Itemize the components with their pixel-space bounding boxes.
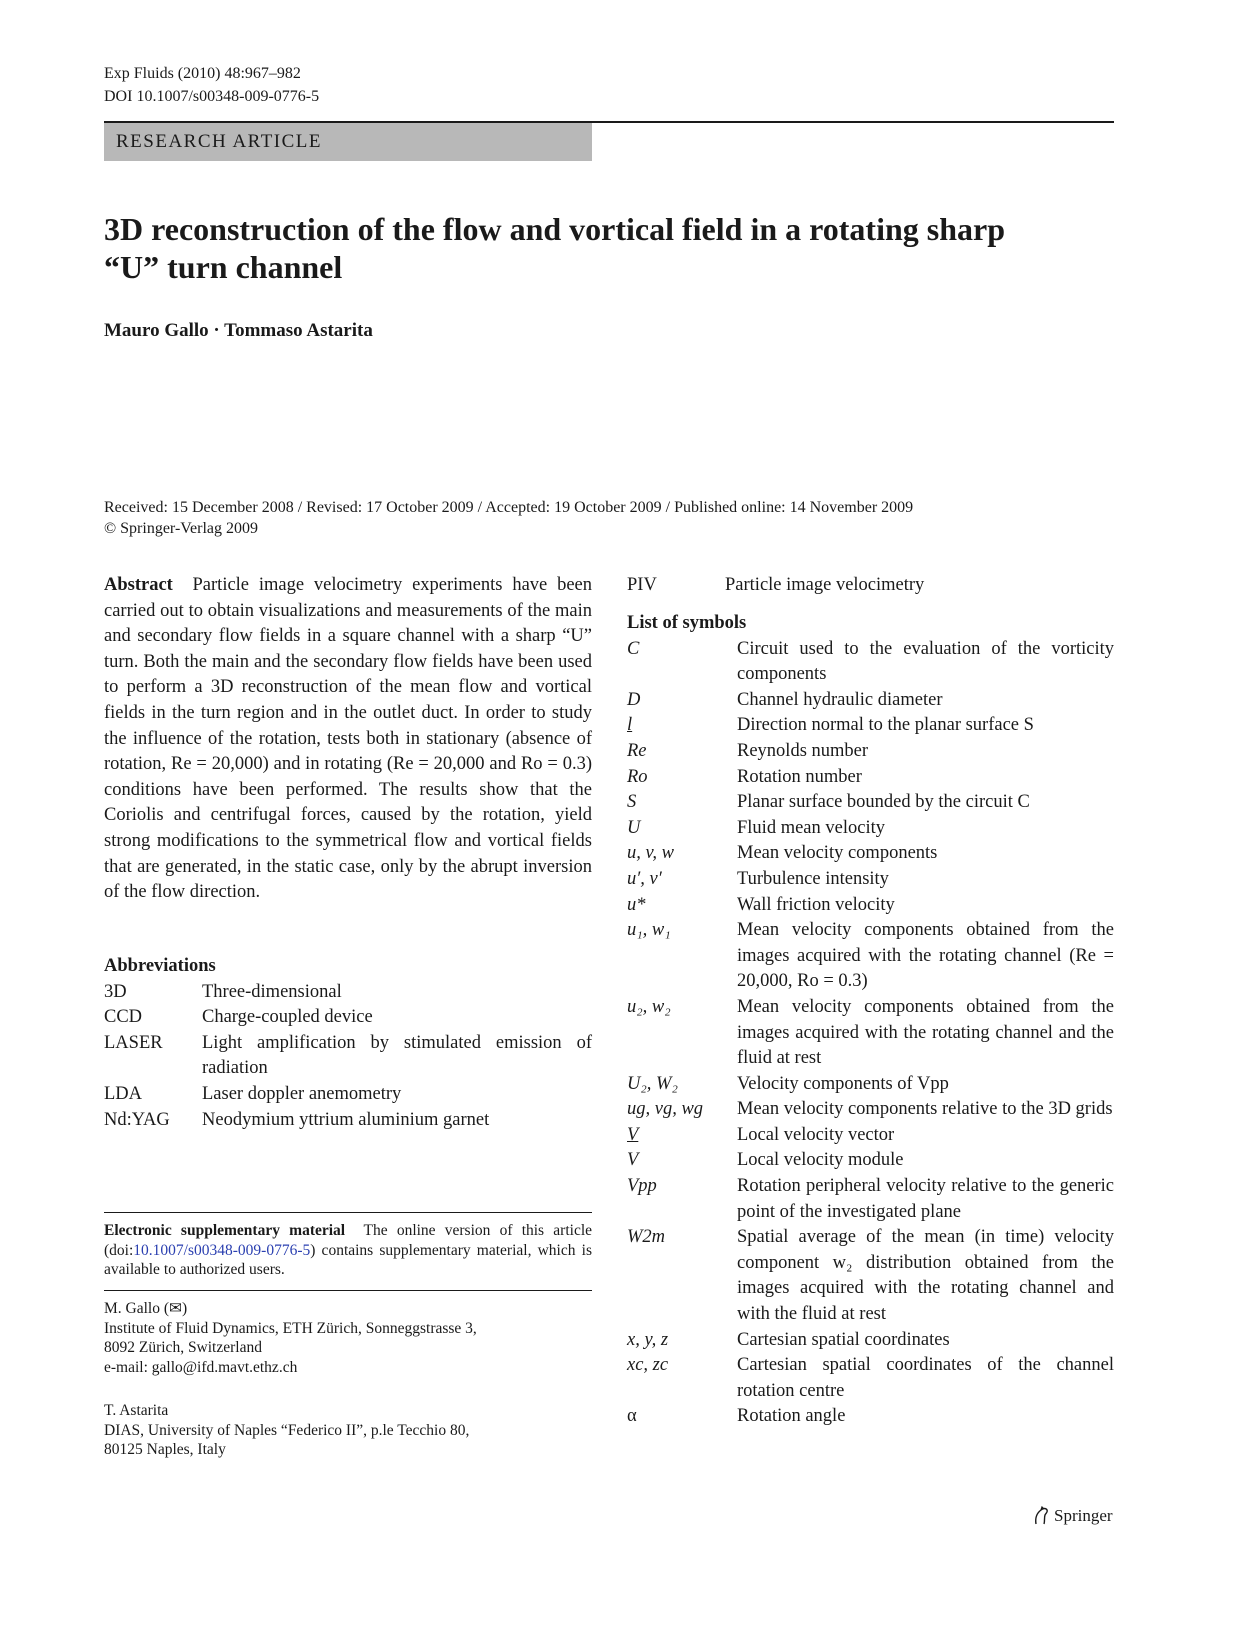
- abstract-heading: Abstract: [104, 575, 173, 595]
- symbol-key: u, v, w: [627, 843, 674, 864]
- abbr-value: Light amplification by stimulated emission of radiation: [202, 1032, 592, 1079]
- symbol-item: [627, 790, 1114, 816]
- symbol-value: Velocity components of Vpp: [737, 1073, 949, 1094]
- symbol-item: [627, 1328, 1114, 1354]
- affiliation-line: DIAS, University of Naples “Federico II”, p.le Tecchio 80,: [104, 1421, 470, 1439]
- affiliation-email[interactable]: e-mail: gallo@ifd.mavt.ethz.ch: [104, 1358, 298, 1376]
- symbol-item: [627, 1174, 1114, 1225]
- symbol-key: u′, v′: [627, 868, 662, 889]
- symbol-value: Local velocity module: [737, 1150, 904, 1171]
- symbol-item: [627, 1072, 1114, 1098]
- abbr-key: LASER: [104, 1032, 163, 1053]
- symbol-key: S: [627, 792, 637, 813]
- symbol-value: Direction normal to the planar surface S: [737, 715, 1034, 736]
- symbol-value: Turbulence intensity: [737, 868, 889, 889]
- symbol-key: xc, zc: [627, 1355, 669, 1376]
- symbol-key: u*: [627, 894, 646, 915]
- title-line-2: “U” turn channel: [104, 249, 343, 285]
- abbr-value: Charge-coupled device: [202, 1007, 373, 1028]
- symbol-value: Fluid mean velocity: [737, 817, 885, 838]
- symbol-key: U₂, W₂: [627, 1073, 678, 1094]
- esm-text-after: ) contains supplementary material, which is available to authorized users.: [104, 1241, 592, 1278]
- symbol-key: Re: [627, 740, 647, 761]
- abstract-text: Particle image velocimetry experiments have been carried out to obtain visualizations and measurements of the main and secondary flow fields in a square channel with a sharp “U” turn. Both the main and the secondary flow fields have been used to perform a 3D reconstruction of the mean flow and vortical fields in the turn region and in the outlet duct. In order to study the influence of the rotation, tests both in stationary (absence of rotation, Re = 20,000) and in rotating (Re = 20,000 and Ro = 0.3) conditions have been performed. The results show that the Coriolis and centrifugal forces, caused by the rotation, yield strong modifications to the symmetrical flow and vortical fields that are generated, in the static case, only by the abrupt inversion of the flow direction.: [104, 575, 592, 903]
- springer-horse-icon: [1032, 1506, 1050, 1526]
- symbol-item: [627, 1404, 1114, 1430]
- abbreviations: [104, 954, 592, 1133]
- symbol-value: Cartesian spatial coordinates: [737, 1329, 950, 1350]
- esm-text-before: The online version of this article (doi:: [104, 1222, 593, 1259]
- symbol-item: [627, 918, 1114, 995]
- abstract: [104, 573, 592, 906]
- symbol-value: Cartesian spatial coordinates of the channel rotation centre: [737, 1355, 1114, 1401]
- symbol-value: Circuit used to the evaluation of the vorticity components: [737, 638, 1114, 685]
- symbol-item: [627, 867, 1114, 893]
- symbol-key: C: [627, 638, 640, 659]
- abbreviation-item: [104, 980, 592, 1006]
- symbol-value: Mean velocity components relative to the 3D grids: [737, 1099, 1113, 1120]
- abbr-value: Neodymium yttrium aluminium garnet: [202, 1109, 490, 1130]
- affiliation-astarita: [104, 1401, 592, 1460]
- symbol-value: Reynolds number: [737, 740, 869, 761]
- symbol-item: [627, 739, 1114, 765]
- abbr-key: 3D: [104, 981, 127, 1002]
- journal-header: [104, 62, 319, 108]
- symbol-key: u₁, w₁: [627, 920, 671, 941]
- symbol-value: Channel hydraulic diameter: [737, 689, 943, 710]
- symbol-value: Rotation angle: [737, 1406, 846, 1427]
- symbols-heading: List of symbols: [627, 613, 747, 633]
- symbol-item: [627, 713, 1114, 739]
- symbol-key: W2m: [627, 1227, 666, 1248]
- title-line-1: 3D reconstruction of the flow and vortical field in a rotating sharp: [104, 211, 1005, 247]
- symbol-value: Spatial average of the mean (in time) velocity component w₂ distribution obtained from the images acquired with the rotating channel and with the fluid at rest: [737, 1227, 1114, 1325]
- symbol-item: [627, 637, 1114, 688]
- symbol-item: [627, 1123, 1114, 1149]
- abbr-value: Three-dimensional: [202, 981, 342, 1002]
- symbol-key: D: [627, 689, 641, 710]
- affiliation-gallo: [104, 1299, 592, 1377]
- esm-heading: Electronic supplementary material: [104, 1222, 346, 1239]
- symbol-key: Vpp: [627, 1176, 657, 1197]
- paper-title: [104, 210, 1064, 286]
- symbol-key: V: [627, 1150, 639, 1171]
- symbol-key: α: [627, 1406, 637, 1427]
- abbr-value: Particle image velocimetry: [725, 575, 925, 595]
- abbr-key: CCD: [104, 1007, 143, 1028]
- footnote-rule-2: [104, 1290, 592, 1291]
- supplementary-material-note: [104, 1221, 592, 1280]
- dates-line: Received: 15 December 2008 / Revised: 17 October 2009 / Accepted: 19 October 2009 / Published online: 14 November 2009: [104, 499, 914, 516]
- abbr-key: PIV: [627, 575, 657, 595]
- symbol-item: [627, 995, 1114, 1072]
- affiliation-name: T. Astarita: [104, 1402, 169, 1419]
- symbol-item: [627, 841, 1114, 867]
- abbreviation-item: [104, 1031, 592, 1082]
- abbreviation-item: [104, 1005, 592, 1031]
- publisher-mark: [1032, 1506, 1113, 1526]
- symbol-item: [627, 893, 1114, 919]
- symbol-key: U: [627, 817, 641, 838]
- symbol-value: Rotation number: [737, 766, 862, 787]
- symbol-value: Local velocity vector: [737, 1124, 895, 1145]
- esm-doi-link[interactable]: 10.1007/s00348-009-0776-5: [133, 1241, 311, 1259]
- copyright: © Springer-Verlag 2009: [104, 520, 259, 537]
- symbol-value: Rotation peripheral velocity relative to the generic point of the investigated plane: [737, 1176, 1114, 1222]
- journal-doi: DOI 10.1007/s00348-009-0776-5: [104, 88, 320, 105]
- list-of-symbols: [627, 611, 1114, 1430]
- symbol-key: V: [627, 1124, 639, 1145]
- article-type-banner: RESEARCH ARTICLE: [104, 123, 592, 161]
- publication-dates: [104, 497, 913, 539]
- symbol-item: [627, 765, 1114, 791]
- symbol-item: [627, 1097, 1114, 1123]
- authors: Mauro Gallo · Tommaso Astarita: [104, 320, 373, 341]
- abbr-key: LDA: [104, 1083, 143, 1104]
- symbol-key: u₂, w₂: [627, 996, 671, 1017]
- symbol-item: [627, 1353, 1114, 1404]
- symbol-item: [627, 688, 1114, 714]
- abbreviation-item: [627, 573, 1114, 599]
- symbol-value: Mean velocity components obtained from the images acquired with the rotating channel and the fluid at rest: [737, 996, 1114, 1069]
- symbol-item: [627, 1148, 1114, 1174]
- abbreviation-item: [104, 1082, 592, 1108]
- publisher-name: Springer: [1054, 1506, 1113, 1525]
- symbol-item: [627, 816, 1114, 842]
- abbreviations-heading: Abbreviations: [104, 956, 216, 976]
- abbreviation-piv: [627, 573, 1114, 599]
- affiliation-name: M. Gallo (✉): [104, 1300, 188, 1317]
- affiliation-line: Institute of Fluid Dynamics, ETH Zürich, Sonneggstrasse 3,: [104, 1319, 477, 1337]
- symbol-key: Ro: [627, 766, 648, 787]
- symbol-key: l: [627, 715, 633, 736]
- symbol-value: Mean velocity components: [737, 843, 938, 864]
- symbol-item: [627, 1225, 1114, 1327]
- affiliation-line: 80125 Naples, Italy: [104, 1441, 226, 1458]
- symbol-value: Mean velocity components obtained from the images acquired with the rotating channel (Re = 20,000, Ro = 0.3): [737, 920, 1114, 992]
- abbr-value: Laser doppler anemometry: [202, 1083, 402, 1104]
- affiliation-line: 8092 Zürich, Switzerland: [104, 1339, 262, 1356]
- abbr-key: Nd:YAG: [104, 1109, 170, 1130]
- symbol-value: Wall friction velocity: [737, 894, 895, 915]
- symbol-key: x, y, z: [627, 1329, 669, 1350]
- footnote-rule: [104, 1212, 592, 1213]
- symbol-value: Planar surface bounded by the circuit C: [737, 792, 1030, 813]
- symbol-key: ug, vg, wg: [627, 1099, 704, 1120]
- abbreviation-item: [104, 1108, 592, 1134]
- journal-citation: Exp Fluids (2010) 48:967–982: [104, 65, 301, 82]
